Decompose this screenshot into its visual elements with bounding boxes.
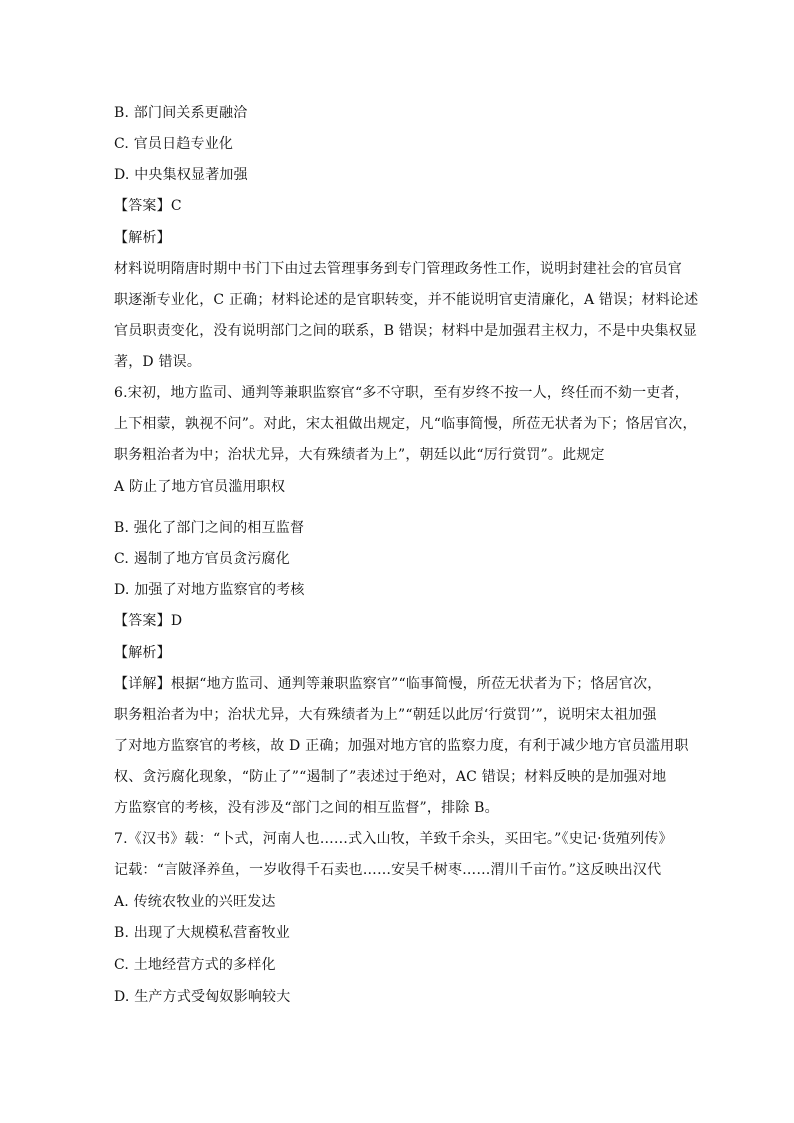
detail-label: 【详解】 [114, 676, 171, 692]
q6-analysis-label: 【解析】 [114, 645, 171, 661]
q6-detail-line: 了对地方监察官的考核，故 D 正确；加强对地方官的监察力度，有利于减少地方官员滥用职 [114, 738, 689, 754]
answer-label: 【答案】 [114, 613, 171, 629]
q6-option-d: D. 加强了对地方监察官的考核 [114, 582, 305, 598]
q7-option-c: C. 土地经营方式的多样化 [114, 957, 276, 973]
q7-option-d: D. 生产方式受匈奴影响较大 [114, 989, 291, 1005]
detail-text: 根据“地方监司、通判等兼职监察官”“临事简慢，所莅无状者为下；恪居官次， [170, 676, 662, 692]
q6-answer [114, 611, 694, 631]
q6-detail-line: 方监察官的考核，没有涉及“部门之间的相互监督”，排除 B。 [114, 800, 499, 816]
q5-answer [114, 196, 694, 216]
q6-stem-line: 职务粗治者为中；治状尤异，大有殊绩者为上”，朝廷以此“厉行赏罚”。此规定 [114, 447, 605, 463]
q5-analysis-line: 官员职责变化，没有说明部门之间的联系，B 错误；材料中是加强君主权力，不是中央集权显 [114, 323, 698, 339]
q7-stem-line: 7.《汉书》载：“卜式，河南人也……式入山牧，羊致千余头，买田宅。”《史记·货殖列传》 [114, 831, 673, 847]
q5-analysis-line: 材料说明隋唐时期中书门下由过去管理事务到专门管理政务性工作，说明封建社会的官员官 [114, 261, 682, 277]
q6-detail-line: 职务粗治者为中；治状尤异，大有殊绩者为上”“朝廷以此厉‘行赏罚’”，说明宋太祖加强 [114, 707, 657, 723]
q6-option-a: A 防止了地方官员滥用职权 [114, 479, 286, 495]
q6-option-c: C. 遏制了地方官员贪污腐化 [114, 551, 290, 567]
q6-stem-line: 6.宋初，地方监司、通判等兼职监察官“多不守职，至有岁终不按一人，终任而不劾一吏者， [114, 385, 689, 401]
q7-option-a: A. 传统农牧业的兴旺发达 [114, 894, 276, 910]
answer-value: C [170, 198, 182, 214]
q5-option-d: D. 中央集权显著加强 [114, 167, 248, 183]
answer-value: D [170, 613, 183, 629]
q6-option-b: B. 强化了部门之间的相互监督 [114, 520, 305, 536]
q7-stem-line: 记载：“言陂泽养鱼，一岁收得千石卖也……安吴千树枣……渭川千亩竹。”这反映出汉代 [114, 862, 662, 878]
q5-analysis-label: 【解析】 [114, 230, 171, 246]
q6-stem-line: 上下相蒙，孰视不问”。对此，宋太祖做出规定，凡“临事简慢，所莅无状者为下；恪居官次， [114, 416, 697, 432]
q5-option-b: B. 部门间关系更融洽 [114, 105, 248, 121]
q5-analysis-line: 职逐渐专业化，C 正确；材料论述的是官职转变，并不能说明官吏清廉化，A 错误；材料论述 [114, 292, 699, 308]
answer-label: 【答案】 [114, 198, 171, 214]
q6-detail-line [114, 674, 694, 694]
q5-analysis-line: 著，D 错误。 [114, 354, 202, 370]
q5-option-c: C. 官员日趋专业化 [114, 136, 234, 152]
q6-detail-line: 权、贪污腐化现象，“防止了”“遏制了”表述过于绝对，AC 错误；材料反映的是加强对地 [114, 769, 667, 785]
q7-option-b: B. 出现了大规模私营畜牧业 [114, 925, 290, 941]
